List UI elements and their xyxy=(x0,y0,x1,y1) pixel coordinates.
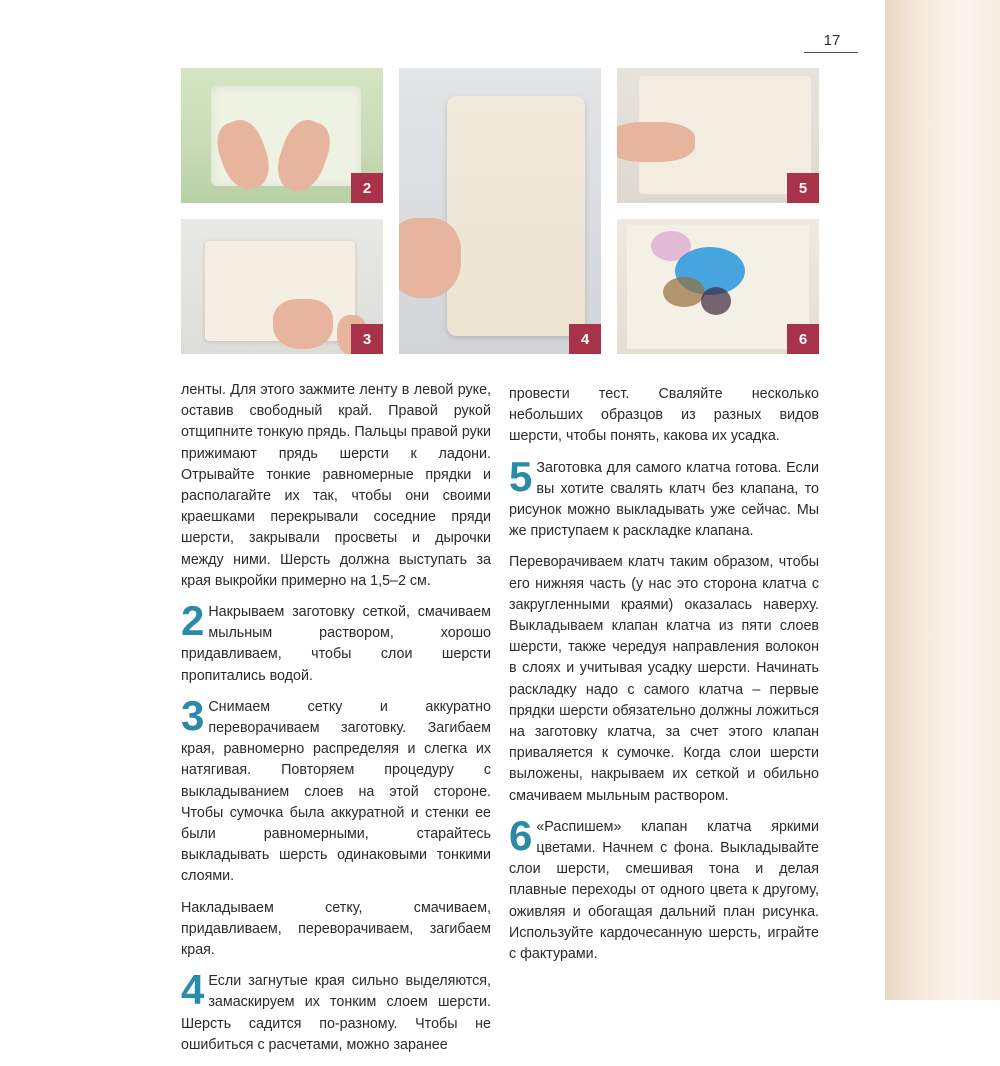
photo-step-2 xyxy=(181,68,383,203)
photo-badge: 2 xyxy=(351,173,383,203)
photo-badge: 3 xyxy=(351,324,383,354)
right-column xyxy=(509,384,819,975)
photo-step-5 xyxy=(617,68,819,203)
hand xyxy=(399,218,461,298)
step-number: 4 xyxy=(181,966,205,1014)
photo-badge: 6 xyxy=(787,324,819,354)
photo-step-4 xyxy=(399,68,601,354)
paragraph: Переворачиваем клатч таким образом, чтобы его нижняя часть (у нас это сторона клатча с закругленными краями) оказалась наверху. Выкладываем клапан клатча из пяти слоев шерсти, также чередуя направления волокон в слоях и учитывая усадку шерсти. Начинать раскладку надо с самого клатча – первые прядки шерсти обязательно должны ложиться на заготовку клатча, за счет этого клапан приваляется к сумочке. Когда слои шерсти выложены, накрываем их сеткой и обильно смачиваем мыльным раствором. xyxy=(509,554,819,804)
photo-step-3 xyxy=(181,219,383,354)
paragraph: ленты. Для этого зажмите ленту в левой руке, оставив свободный край. Правой рукой отщипните тонкую прядь. Пальцы правой руки прижимают прядь шерсти к ладони. Отрывайте тонкие равномерные прядки и располагайте их так, чтобы они своими краешками перекрывали соседние пряди шерсти, закрывали просветы и дырочки между ними. Шерсть должна выступать за края выкройки примерно на 1,5–2 см. xyxy=(181,382,491,589)
page-edge-decoration xyxy=(885,0,1000,1000)
step-6 xyxy=(509,811,819,965)
step-text: Если загнутые края сильно выделяются, замаскируем их тонким слоем шерсти. Шерсть садится по-разному. Чтобы не ошибиться с расчетами, можно заранее xyxy=(181,973,491,1053)
step-text: Накрываем заготовку сеткой, смачиваем мыльным раствором, хорошо придавливаем, чтобы слои шерсти пропитались водой. xyxy=(181,604,491,684)
step-text: Снимаем сетку и аккуратно переворачиваем заготовку. Загибаем края, равномерно распределяя и слегка их натягивая. Повторяем процедуру с выкладыванием слоев на этой стороне. Чтобы сумочка была аккуратной и стенки ее были равномерными, старайтесь выкладывать шерсть одинаковыми тонкими слоями. xyxy=(181,698,491,885)
step-number: 3 xyxy=(181,691,205,739)
step-4 xyxy=(181,966,491,1056)
step-number: 2 xyxy=(181,597,205,645)
left-column xyxy=(181,380,491,1066)
step-number: 5 xyxy=(509,452,533,500)
page-number: 17 xyxy=(823,32,841,49)
page-number-rule xyxy=(804,52,858,53)
photo-badge: 4 xyxy=(569,324,601,354)
dark-wool xyxy=(701,287,731,315)
brown-wool xyxy=(663,277,705,307)
felt-blank xyxy=(447,96,585,336)
photo-badge: 5 xyxy=(787,173,819,203)
paragraph: провести тест. Сваляйте несколько небольших образцов из разных видов шерсти, чтобы понять, какова их усадка. xyxy=(509,386,819,445)
step-2 xyxy=(181,597,491,687)
hand xyxy=(617,122,695,162)
step-number: 6 xyxy=(509,811,533,859)
step-3 xyxy=(181,691,491,888)
step-text: Заготовка для самого клатча готова. Если вы хотите свалять клатч без клапана, то рисунок можно выкладывать уже сейчас. Мы же приступаем к раскладке клапана. xyxy=(509,459,819,540)
hand xyxy=(273,299,333,349)
photo-step-6 xyxy=(617,219,819,354)
step-text: «Распишем» клапан клатча яркими цветами. Начнем с фона. Выкладывайте слои шерсти, смешивая тона и делая плавные переходы от одного цвета к другому, оживляя и обогащая дальний план рисунка. Используйте кардочесанную шерсть, играйте с фактурами. xyxy=(509,818,819,963)
paragraph: Накладываем сетку, смачиваем, придавливаем, переворачиваем, загибаем края. xyxy=(181,899,491,959)
step-5 xyxy=(509,452,819,543)
